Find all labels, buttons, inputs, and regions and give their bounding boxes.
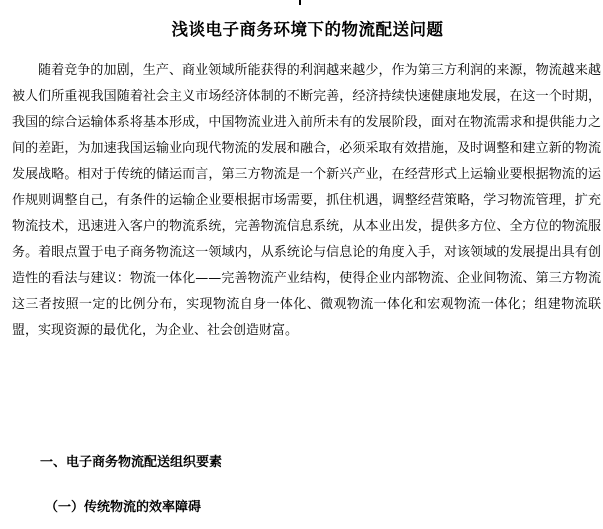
subsection-heading: （一）传统物流的效率障碍 [45,500,202,515]
section-heading: 一、电子商务物流配送组织要素 [40,455,223,470]
document-page [12,0,603,529]
body-paragraph: 随着竞争的加剧，生产、商业领域所能获得的利润越来越少，作为第三方利润的来源，物流越来越被人们所重视我国随着社会主义市场经济体制的不断完善，经济持续快速健康地发展，在这一个时期，我国的综合运输体系将基本形成，中国物流业进入前所未有的发展阶段，面对在物流需求和提供能力之间的差距，为加速我国运输业向现代物流的发展和融合，必须采取有效措施，及时调整和建立新的物流发展战略。相对于传统的储运而言，第三方物流是一个新兴产业，在经营形式上运输业要根据物流的运作规则调整自己，有条件的运输企业要根据市场需要，抓住机遇，调整经营策略，学习物流管理，扩充物流技术，迅速进入客户的物流系统，完善物流信息系统，从本业出发，提供多方位、全方位的物流服务。着眼点置于电子商务物流这一领域内，从系统论与信息论的角度入手，对该领域的发展提出具有创造性的看法与建议：物流一体化——完善物流产业结构，使得企业内部物流、企业间物流、第三方物流这三者按照一定的比例分布，实现物流自身一体化、微观物流一体化和宏观物流一体化；组建物流联盟，实现资源的最优化，为企业、社会创造财富。 [12,63,601,338]
document-title: 浅谈电子商务环境下的物流配送问题 [171,20,444,39]
